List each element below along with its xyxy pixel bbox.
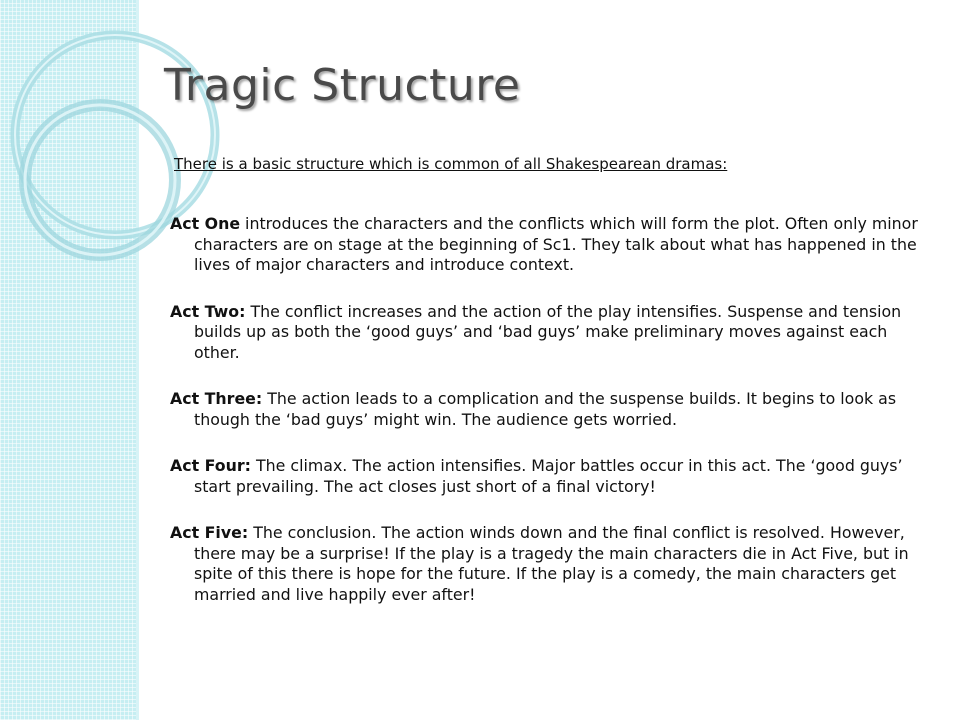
act-description: introduces the characters and the conflicts which will form the plot. Often only minor characters are on stage at the beginning of Sc1. They talk about what has happened in the lives of major characters and introduce context. bbox=[194, 214, 918, 274]
act-two-item bbox=[170, 302, 932, 364]
act-label: Act Three: bbox=[170, 389, 263, 408]
act-description: The climax. The action intensifies. Major battles occur in this act. The ‘good guys’ start prevailing. The act closes just short of a final victory! bbox=[194, 456, 903, 496]
act-description: The action leads to a complication and the suspense builds. It begins to look as though the ‘bad guys’ might win. The audience gets worried. bbox=[194, 389, 897, 429]
act-five-item bbox=[170, 523, 932, 605]
act-description: The conclusion. The action winds down and the final conflict is resolved. However, there may be a surprise! If the play is a tragedy the main characters die in Act Five, but in spite of this there is hope for the future. If the play is a comedy, the main characters get married and live happily ever after! bbox=[194, 523, 909, 604]
act-three-item bbox=[170, 389, 932, 430]
act-four-item bbox=[170, 456, 932, 497]
slide-title: Tragic Structure bbox=[164, 60, 521, 111]
intro-text: There is a basic structure which is common of all Shakespearean dramas: bbox=[174, 155, 728, 173]
act-description: The conflict increases and the action of the play intensifies. Suspense and tension builds up as both the ‘good guys’ and ‘bad guys’ make preliminary moves against each other. bbox=[194, 301, 902, 362]
act-label: Act Four: bbox=[170, 456, 251, 475]
acts-list bbox=[170, 214, 932, 631]
act-label: Act Five: bbox=[170, 523, 249, 542]
act-label: Act Two: bbox=[170, 301, 246, 321]
act-label: Act One bbox=[170, 214, 241, 233]
act-one-item bbox=[170, 214, 932, 276]
